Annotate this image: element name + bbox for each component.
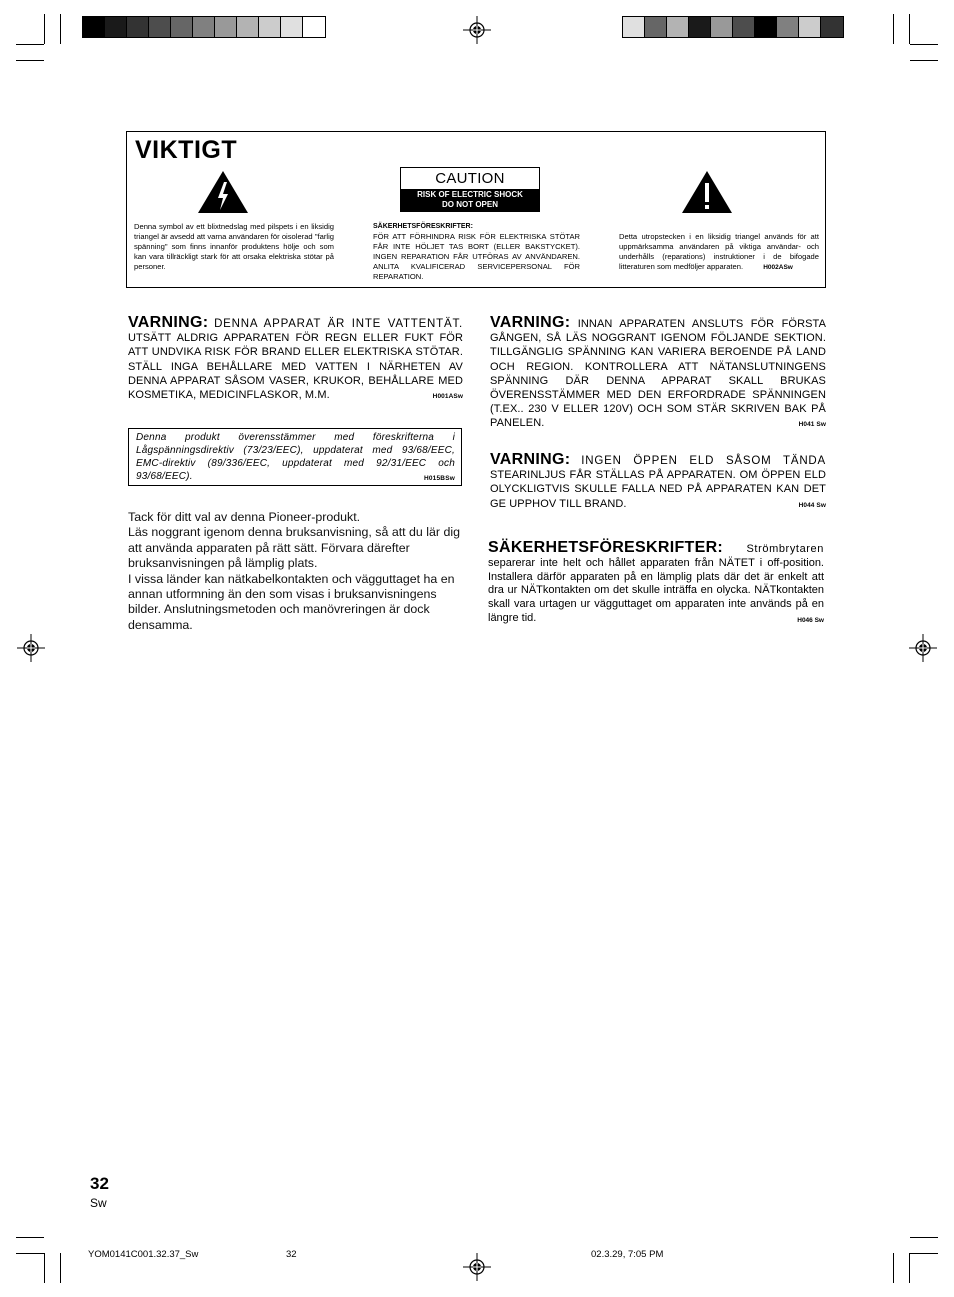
intro-text [128,510,464,633]
important-notice-box [126,131,826,288]
center-safety-text [373,222,580,282]
compliance-code: H015BSw [423,475,455,482]
page-number: 32 [90,1174,109,1193]
caution-subtitle [401,189,539,211]
warning-water-heading: VARNING: [128,314,209,331]
warning-voltage-heading: VARNING: [490,314,571,331]
warning-fire-code: H044 Sw [798,501,826,509]
intro-paragraph-1: Tack för ditt val av denna Pioneer-produkt. [128,510,361,524]
caution-title: CAUTION [435,170,505,187]
crop-mark [910,1253,938,1254]
safety-text: separerar inte helt och hållet apparaten från NÄTET i off-position. Installera därför apparaten på en lämplig plats där det är enkelt att dra ur NÄTkontakten om det skulle inträffa en olycka. NÄTkontakten skall vara urtagen ur vägguttaget om apparaten inte används på en längre tid. [488,556,824,624]
warning-fire-text: STEARINLJUS FÅR STÄLLAS PÅ APPARATEN. OM ÖPPEN ELD OLYCKLIGTVIS SKULLE FALLA NED PÅ APPARATEN KAN DET GE UPPHOV TILL BRAND. [490,469,826,510]
color-bar-right [622,16,844,38]
crop-mark [44,14,45,44]
crop-mark [893,14,894,44]
warning-voltage [490,316,826,433]
warning-voltage-code: H041 Sw [798,421,826,429]
center-safety-heading: SÄKERHETSFÖRESKRIFTER: [373,223,473,230]
warning-fire-lead: INGEN ÖPPEN ELD SÅSOM TÄNDA [581,455,826,467]
footer-date: 02.3.29, 7:05 PM [591,1249,664,1260]
crop-mark [16,44,44,45]
crop-mark [910,44,938,45]
exclamation-code: H002ASw [763,264,793,271]
registration-target-icon [463,16,491,44]
crop-mark [910,60,938,61]
crop-mark [909,14,910,44]
safety-switch-notice [488,541,824,628]
warning-fire-heading: VARNING: [490,451,571,468]
crop-mark [60,1253,61,1283]
crop-mark [16,60,44,61]
registration-target-icon [17,634,45,662]
compliance-box [128,428,462,486]
exclamation-symbol-body: Detta utropstecken i en liksidig triangel används för att uppmärksamma användaren på viktiga användar- och underhålls (reparations) instruktioner i de bifogade litteraturen som medföljer apparaten. [619,232,819,271]
caution-label [400,167,540,212]
caution-line-2: DO NOT OPEN [441,200,498,209]
notice-title: VIKTIGT [135,136,238,164]
intro-paragraph-3: I vissa länder kan nätkabelkontakten och vägguttaget ha en annan utformning än den som visas i bruksanvisningens bilder. Anslutningsmetoden och manövreringen är dock densamma. [128,571,455,632]
footer-page: 32 [286,1249,297,1260]
compliance-text: Denna produkt överensstämmer med föreskrifterna i Lågspänningsdirektiv (73/23/EEC), uppdaterat med 93/68/EEC, EMC-direktiv (89/336/EEC, uppdaterat med 92/31/EEC och 93/68/EEC). [136,432,455,482]
caution-line-1: RISK OF ELECTRIC SHOCK [417,190,523,199]
footer-file: YOM0141C001.32.37_Sw [88,1249,199,1260]
page-language: Sw [90,1196,107,1210]
lightning-warning-icon [197,170,249,214]
warning-water [128,316,463,404]
crop-mark [60,14,61,44]
crop-mark [16,1237,44,1238]
warning-fire [490,453,826,513]
crop-mark [909,1253,910,1283]
safety-heading: SÄKERHETSFÖRESKRIFTER: [488,539,724,556]
intro-paragraph-2: Läs noggrant igenom denna bruksanvisning, så att du lär dig att använda apparaten på rätt sätt. Förvara därefter bruksanvisningen på lämplig plats. [128,525,461,571]
warning-water-lead: DENNA APPARAT ÄR INTE VATTENTÄT. [214,318,464,330]
exclamation-symbol-text [619,232,819,273]
center-safety-body: FÖR ATT FÖRHINDRA RISK FÖR ELEKTRISKA STÖTAR FÅR INTE HÖLJET TAS BORT (ELLER BAKSTYCKET). INGEN REPARATION FÅR UTFÖRAS AV ANVÄNDAREN. ANLITA KVALIFICERAD SERVICEPERSONAL FÖR REPARATION. [373,232,580,281]
crop-mark [893,1253,894,1283]
exclamation-warning-icon [681,170,733,214]
warning-water-code: H001ASw [432,393,463,401]
color-bar-left [82,16,326,38]
safety-lead: Strömbrytaren [746,543,824,555]
registration-target-icon [463,1253,491,1281]
crop-mark [16,1253,44,1254]
warning-voltage-text: INNAN APPARATEN ANSLUTS FÖR FÖRSTA GÅNGEN, SÅ LÄS NOGGRANT IGENOM FÖLJANDE SEKTION. TILLGÄNGLIG SPÄNNING KAN VARIERA BEROENDE PÅ LAND OCH REGION. KONTROLLERA ATT NÄTANSLUTNINGENS SPÄNNING DÄR DENNA APPARAT SKALL BRUKAS ÖVERENSSTÄMMER MED DEN ERFORDRADE SPÄNNINGEN (T.EX.. 230 V ELLER 120V) OCH SOM STÄR SKRIVEN BAK PÅ PANELEN. [490,318,826,430]
registration-target-icon [909,634,937,662]
crop-mark [910,1237,938,1238]
safety-code: H046 Sw [797,616,824,624]
crop-mark [44,1253,45,1283]
lightning-symbol-text: Denna symbol av ett blixtnedslag med pilspets i en liksidig triangel är avsedd att varna användaren för oisolerad "farlig spänning" som finns innanför produktens hölje och som kan vara tillräckligt stark för att orsaka elektriska stötar på personer. [134,222,334,271]
warning-water-text: UTSÄTT ALDRIG APPARATEN FÖR REGN ELLER FUKT FÖR ATT UNDVIKA RISK FÖR BRAND ELLER ELEKTRISKA STÖTAR. STÄLL INGA BEHÅLLARE MED VATTEN I NÄRHETEN AV DENNA APPARAT SÅSOM VASER, KRUKOR, BEHÅLLARE MED KOSMETIKA, MEDICINFLASKOR, M.M. [128,332,463,402]
